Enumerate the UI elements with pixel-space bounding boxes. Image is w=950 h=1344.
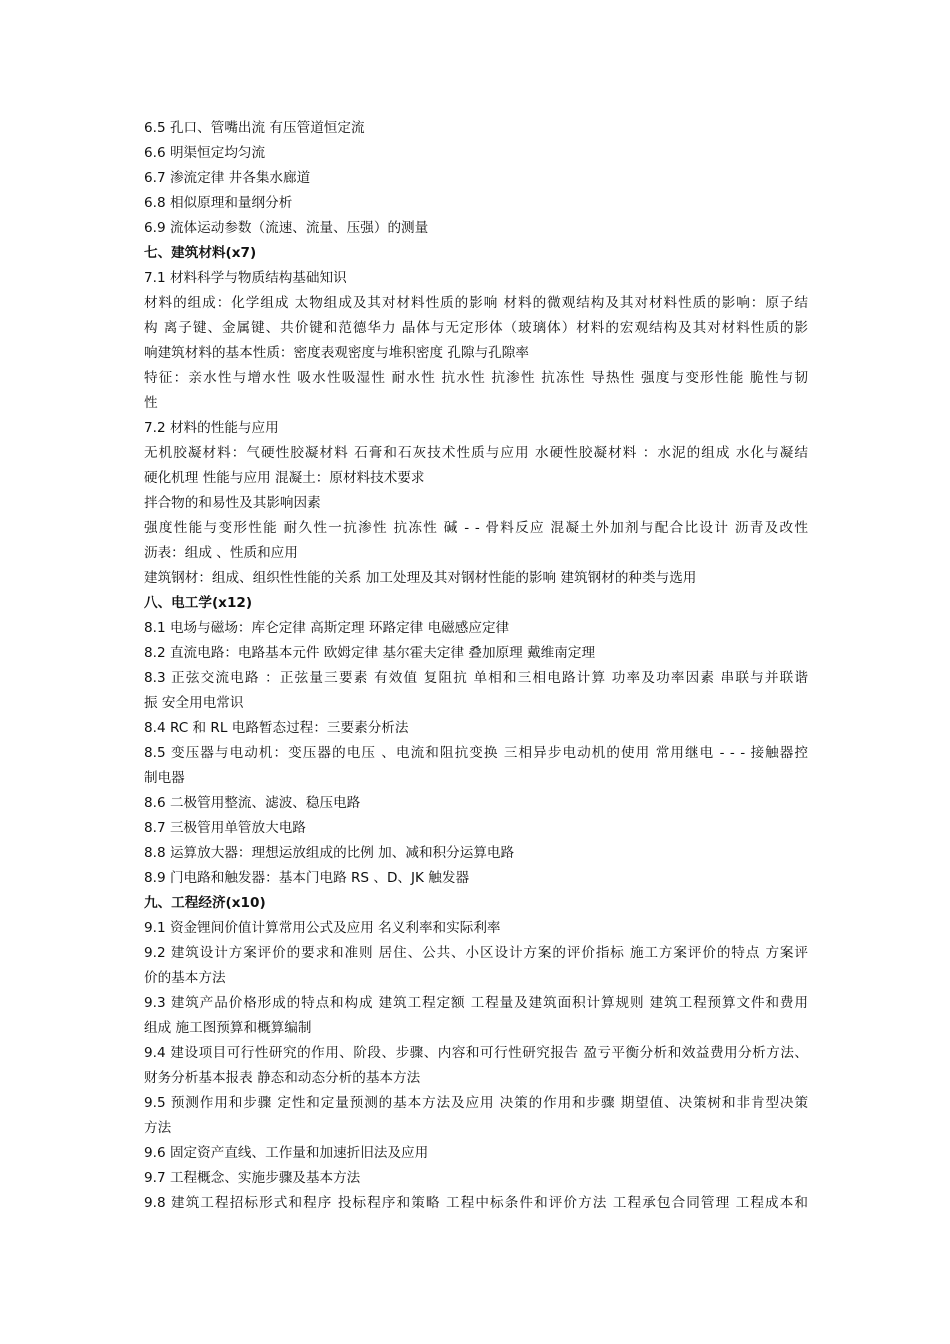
- text-line: 8.4 RC 和 RL 电路暂态过程：三要素分析法: [144, 720, 409, 736]
- text-line: 8.9 门电路和触发器：基本门电路 RS 、D、JK 触发器: [144, 870, 470, 886]
- paragraph-line: 性: [144, 395, 158, 411]
- text-line: 8.1 电场与磁场：库仑定律 高斯定理 环路定律 电磁感应定律: [144, 620, 510, 636]
- subsection-title: 7.2 材料的性能与应用: [144, 420, 279, 436]
- paragraph-line: 响建筑材料的基本性质：密度表观密度与堆积密度 孔隙与孔隙率: [144, 345, 529, 361]
- text-line: 9.7 工程概念、实施步骤及基本方法: [144, 1170, 361, 1186]
- document-body: [144, 116, 808, 1216]
- text-line: 8.6 二极管用整流、滤波、稳压电路: [144, 795, 361, 811]
- paragraph-line: 构 离子键、金属键、共价键和范德华力 晶体与无定形体（玻璃体）材料的宏观结构及其对材料性质的影: [144, 320, 808, 336]
- text-line: 9.6 固定资产直线、工作量和加速折旧法及应用: [144, 1145, 429, 1161]
- paragraph-line: 9.5 预测作用和步骤 定性和定量预测的基本方法及应用 决策的作用和步骤 期望值、决策树和非肯型决策: [144, 1095, 808, 1111]
- paragraph-line: 9.4 建设项目可行性研究的作用、阶段、步骤、内容和可行性研究报告 盈亏平衡分析和效益费用分析方法、: [144, 1045, 808, 1061]
- section-heading: 八、电工学(x12): [144, 595, 253, 611]
- paragraph-line: 9.3 建筑产品价格形成的特点和构成 建筑工程定额 工程量及建筑面积计算规则 建筑工程预算文件和费用: [144, 995, 808, 1011]
- paragraph-line: 8.5 变压器与电动机：变压器的电压 、电流和阻抗变换 三相异步电动机的使用 常用继电 - - - 接触器控: [144, 745, 808, 761]
- paragraph-line: 强度性能与变形性能 耐久性一抗渗性 抗冻性 碱 - - 骨料反应 混凝土外加剂与配合比设计 沥青及改性: [144, 520, 808, 536]
- paragraph-line: 材料的组成：化学组成 太物组成及其对材料性质的影响 材料的微观结构及其对材料性质的影响：原子结: [144, 295, 808, 311]
- text-line: 6.7 渗流定律 井各集水廊道: [144, 170, 311, 186]
- text-line: 8.8 运算放大器：理想运放组成的比例 加、减和积分运算电路: [144, 845, 515, 861]
- text-line: 6.9 流体运动参数（流速、流量、压强）的测量: [144, 220, 429, 236]
- paragraph-line: 沥表：组成 、性质和应用: [144, 545, 298, 561]
- paragraph-line: 硬化机理 性能与应用 混凝土：原材料技术要求: [144, 470, 425, 486]
- paragraph-line: 方法: [144, 1120, 172, 1136]
- section-heading: 九、工程经济(x10): [144, 895, 266, 911]
- paragraph-line: 无机胶凝材料：气硬性胶凝材料 石膏和石灰技术性质与应用 水硬性胶凝材料 ：水泥的组成 水化与凝结: [144, 445, 808, 461]
- paragraph-line: 建筑钢材：组成、组织性性能的关系 加工处理及其对钢材性能的影响 建筑钢材的种类与选用: [144, 570, 697, 586]
- paragraph-line: 财务分析基本报表 静态和动态分析的基本方法: [144, 1070, 421, 1086]
- paragraph-line: 9.8 建筑工程招标形式和程序 投标程序和策略 工程中标条件和评价方法 工程承包合同管理 工程成本和: [144, 1195, 808, 1211]
- text-line: 9.1 资金锂间价值计算常用公式及应用 名义利率和实际利率: [144, 920, 501, 936]
- paragraph-line: 特征：亲水性与增水性 吸水性吸湿性 耐水性 抗水性 抗渗性 抗冻性 导热性 强度与变形性能 脆性与韧: [144, 370, 808, 386]
- section-heading: 七、建筑材料(x7): [144, 245, 257, 261]
- text-line: 6.8 相似原理和量纲分析: [144, 195, 293, 211]
- text-line: 8.2 直流电路：电路基本元件 欧姆定律 基尔霍夫定律 叠加原理 戴维南定理: [144, 645, 596, 661]
- paragraph-line: 组成 施工图预算和概算编制: [144, 1020, 312, 1036]
- paragraph-line: 9.2 建筑设计方案评价的要求和准则 居住、公共、小区设计方案的评价指标 施工方案评价的特点 方案评: [144, 945, 808, 961]
- subsection-title: 7.1 材料科学与物质结构基础知识: [144, 270, 347, 286]
- paragraph-line: 拌合物的和易性及其影响因素: [144, 495, 321, 511]
- text-line: 8.7 三极管用单管放大电路: [144, 820, 306, 836]
- text-line: 6.6 明渠恒定均匀流: [144, 145, 266, 161]
- paragraph-line: 8.3 正弦交流电路 ：正弦量三要素 有效值 复阻抗 单相和三相电路计算 功率及功率因素 串联与并联谐: [144, 670, 808, 686]
- text-line: 6.5 孔口、管嘴出流 有压管道恒定流: [144, 120, 365, 136]
- paragraph-line: 振 安全用电常识: [144, 695, 244, 711]
- paragraph-line: 制电器: [144, 770, 185, 786]
- paragraph-line: 价的基本方法: [144, 970, 226, 986]
